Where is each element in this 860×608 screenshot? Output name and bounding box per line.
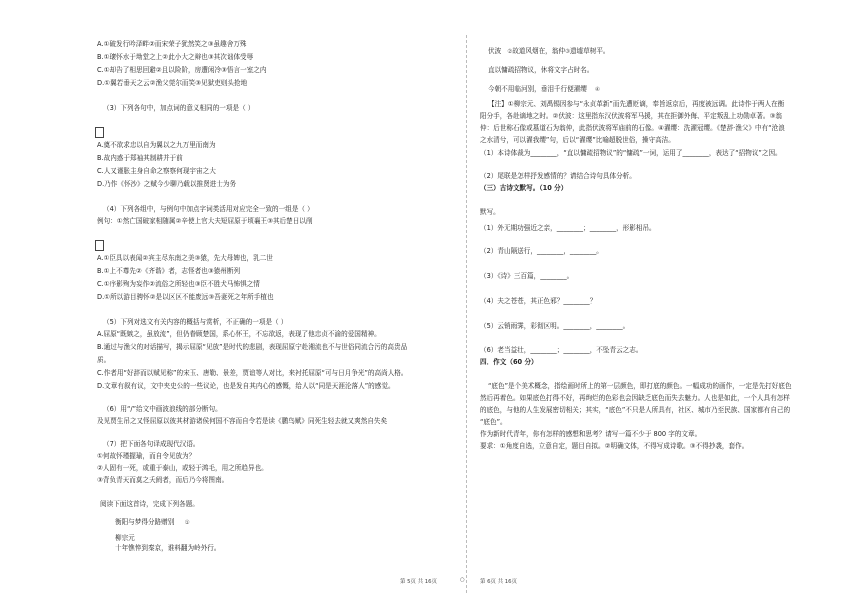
q5-option-b: B.通过与渔父的对话描写，揭示屈原“见放”是时代的悲剧，表现屈原宁赴湘流也不与世俗同流合污的高贵品 <box>97 343 408 351</box>
poem-line-2 <box>488 47 610 57</box>
q6-text: 及见贾生吊之又怪屈原以彼其材游诸侯何国不容而自令若是读《鹏鸟赋》同死生轻去就又爽然自失矣 <box>97 417 388 425</box>
q5-stem: （5）下列对选文有关内容的概括与赏析，不正确的一项是（ ） <box>103 318 288 326</box>
q4-option-d: D.①所以游目骋怀②是以区区不能废远③吾妻死之年所手植也 <box>97 293 274 301</box>
essay-line-4: “底色”。 <box>480 418 507 426</box>
q5-option-b-cont: 质。 <box>97 356 111 364</box>
q4-option-a: A.①臣具以表闻②宾主尽东南之美③猿，先大母婢也，乳二世 <box>97 254 273 262</box>
essay-line-1: “底色”是个美术概念，指绘画时所上的第一层颜色，即打底的颜色。一幅成功的画作，一定是先打好底色 <box>488 382 792 390</box>
poem-line-2a: 伏波 <box>488 47 502 55</box>
note-line-3: 仲：后世称石像或墓道石为翁仲，此指伏波将军庙前的石像。④濯缨：洗濯冠缨。《楚辞·渔父》中有“沧浪 <box>480 124 785 132</box>
q2-option-c: C.①却告了相思回避②且以险阶，房遭闲冷③悟言一室之内 <box>97 66 267 74</box>
poem-line-3: 直以慵疏招物议，休将文字占时名。 <box>488 66 594 74</box>
note-line-4: 之水清兮，可以濯我缨”句，后以“濯缨”比喻超脱世俗，操守高洁。 <box>480 136 675 144</box>
poem-intro: 阅读下面这首诗，完成下列各题。 <box>100 500 199 508</box>
answer-box[interactable] <box>95 127 104 138</box>
right-page <box>430 0 860 608</box>
note-mark-2: ② <box>507 49 513 55</box>
poem-line-4-text: 今朝不用临河别，垂泪千行便濯缨 <box>488 85 587 93</box>
q3-option-a: A.奠不欲求忠以自为翼以之九万里而南为 <box>97 141 216 149</box>
q3-option-d: D.乃作《怀沙》之赋今少聊乃载以推贤进士为务 <box>97 180 237 188</box>
q7-item-3: ③背负青天而莫之夭阏者，而后乃今将图南。 <box>97 476 229 484</box>
essay-line-5: 作为新时代青年，你有怎样的感想和思考？请写一篇不少于 800 字的文章。 <box>480 430 702 438</box>
q3-option-c: C.人又谨胀主身自命之察察何现宇宙之大 <box>97 167 216 175</box>
poem-line-2b: 故道风烟在，翁仲 <box>512 47 565 55</box>
q7-item-2: ②人固有一死，或重于泰山，或轻于鸿毛，用之所趋异也。 <box>97 464 268 472</box>
dictation-2: （2）青山隔送行，________，________。 <box>480 247 603 255</box>
note-line-2: 阳分手，各赴谪地之时。②伏波：这里指东汉伏波将军马援，其在拒御外侮、平定叛乱上功勋卓著。③翁 <box>480 112 782 120</box>
q2-option-a: A.①破发行吟泽畔②而宋荣子犹然笑之③虽趣舍万殊 <box>97 40 247 48</box>
essay-line-2: 然后再着色。如果底色打得不好，再绚烂的色彩也会因缺乏底色而失去魅力。人也是如此，一个人具有怎样 <box>480 394 790 402</box>
dictation-5: （5）云销雨霁，彩彻区明。________，________。 <box>480 322 630 330</box>
q4-option-c: C.①序影殉为妄作②流俗之所轻也③臣不胜犬马怖惧之情 <box>97 280 260 288</box>
section-3-title: （三）古诗文默写。（10 分） <box>480 184 568 192</box>
dictation-4: （4）夫之苍苍，其正色邪？________？ <box>480 297 597 305</box>
dictation-6: （6）老当益壮，________；________，不坠青云之志。 <box>480 346 643 354</box>
q7-stem: （7）把下面各句译成现代汉语。 <box>103 440 200 448</box>
q5-option-d: D.文章有叙有议，文中夹史公的一些议论，也是发自其内心的感慨，给人以“同是天涯沦落人”的感觉。 <box>97 382 395 390</box>
essay-line-3: 的底色，与他的人生发展密切相关；其实，“底色”不只是人所具有，社区、城市乃至民族、国家都有自己的 <box>480 406 791 414</box>
page-number-left: 第 5页 共 16页 <box>400 579 437 585</box>
answer-box[interactable] <box>95 240 104 251</box>
note-mark-4: ④ <box>594 87 600 93</box>
dictation-1: （1）外无期功强近之亲，________；________，形影相吊。 <box>480 224 656 232</box>
poem-title-text: 衡阳与梦得分路赠别 <box>115 518 175 526</box>
sub-question-1: （1）本诗体裁为________，“直以慵疏招物议”的“慵疏”一词，运用了________，表达了“招物议”之因。 <box>480 149 782 157</box>
poem-line-2c: 遗墟草树平。 <box>569 47 610 55</box>
q2-option-d: D.①翼若垂天之云②渔父莞尔而笑③见狱吏则头抢地 <box>97 79 248 87</box>
q4-example: 例句：①然亡国破家相随属②辛使上官大夫短屈原于顷襄王③其后楚日以削 <box>97 217 313 225</box>
q5-option-c: C.作者用“好辞而以赋见称”的宋玉、唐勒、景差，贾谊等人对比，来衬托屈原“可与日月争光”的高尚人格。 <box>97 369 408 377</box>
fold-mark: ○ <box>460 577 465 583</box>
section-4-title: 四．作文（60 分） <box>480 358 538 366</box>
q2-option-b: B.①瓌怀水于坳堂之上②此小大之辩也③其次诎体受辱 <box>97 53 254 61</box>
poem-line-4 <box>488 85 600 95</box>
dictation-3: （3）《诗》三百篇，________。 <box>480 272 574 280</box>
sub-question-2: （2）尾联是怎样抒发感情的？请结合诗句具体分析。 <box>480 172 636 180</box>
q3-option-b: B.故内惑于郑袖其制耕并于前 <box>97 154 183 162</box>
q4-option-b: B.①上不尊先②《齐谐》者，志怪者也③猿州断列 <box>97 267 241 275</box>
note-mark-3: ③ <box>564 49 570 55</box>
poem-title <box>115 518 189 528</box>
dictation-label: 默写。 <box>480 208 500 216</box>
q3-stem: （3）下列各句中，加点词的意义相同的一项是（ ） <box>103 104 255 112</box>
poem-author: 柳宗元 <box>115 534 135 542</box>
poem-line-1: 十年憔悴到秦京，谁料翻为岭外行。 <box>115 544 221 552</box>
poem-note-mark: ① <box>184 520 190 526</box>
q7-item-1: ①何故怀瑾握瑜，而自令见放为？ <box>97 452 196 460</box>
q5-option-a: A.屈原“既嫉之，虽放流”，但仍眷顾楚国，系心怀王，不忘欲返，表现了他忠贞不渝的爱国精神。 <box>97 330 381 338</box>
note-line-1: 【注】①柳宗元、刘禹锡因参与“永贞革新”而先遭贬谪，奉旨返京后，再度被远调。此诗作于两人在衡 <box>488 100 785 108</box>
page-number-right: 第 6页 共 16页 <box>480 579 517 585</box>
essay-line-6: 要求：①角度自选，立意自定，题目自拟。②明确文体，不得写成诗歌。③不得抄袭，套作。 <box>480 442 749 450</box>
q6-stem: （6）用“/”给文中画波浪线的部分断句。 <box>103 405 222 413</box>
q4-stem: （4）下列各组中，与例句中加点字词类活用对应完全一致的一组是（ ） <box>103 205 314 213</box>
